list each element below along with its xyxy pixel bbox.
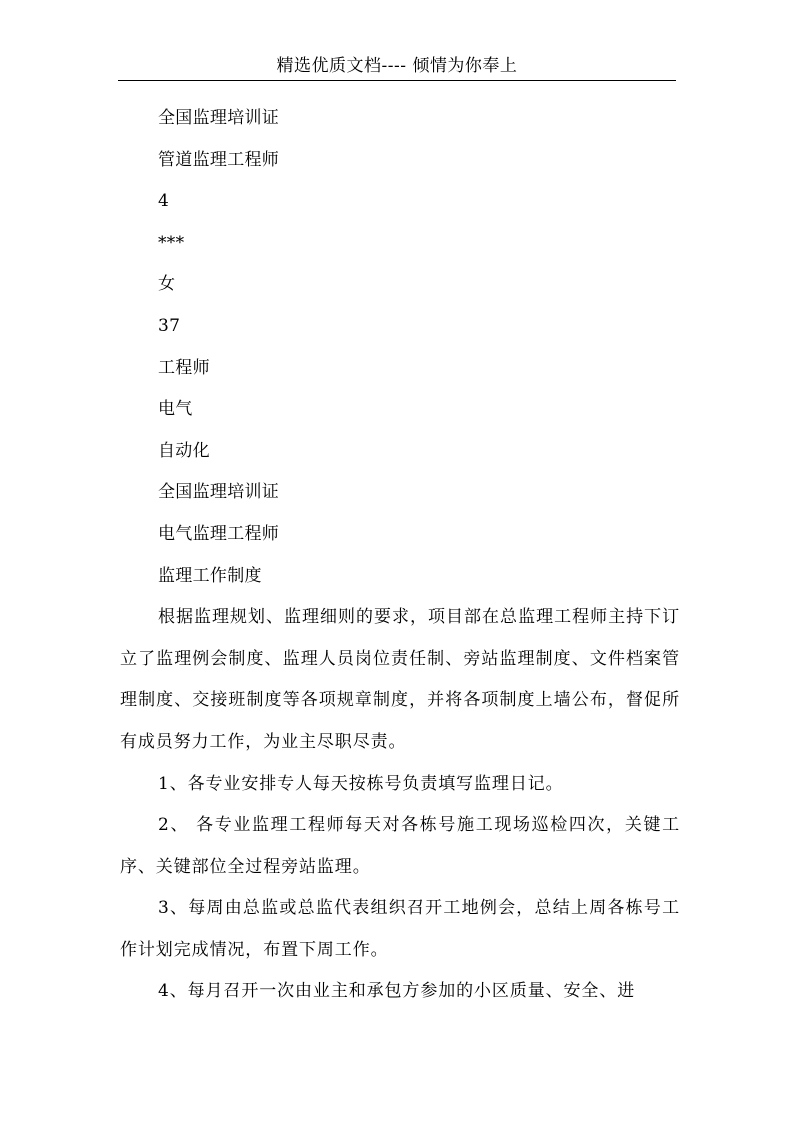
text-line: 管道监理工程师 (158, 149, 280, 170)
paragraph-item-2: 2、 各专业监理工程师每天对各栋号施工现场巡检四次，关键工序、关键部位全过程旁站监理。 (120, 815, 680, 877)
text-line: 37 (158, 315, 181, 336)
text-line: 全国监理培训证 (158, 482, 280, 503)
text-line: 电气 (158, 399, 193, 420)
text-line: 工程师 (158, 357, 210, 378)
section-heading: 监理工作制度 (158, 565, 262, 586)
text-line: *** (158, 232, 185, 253)
page-header: 精选优质文档---- 倾情为你奉上 (118, 52, 676, 81)
text-line: 全国监理培训证 (158, 108, 280, 128)
document-body (120, 98, 680, 1013)
paragraph-intro: 根据监理规划、监理细则的要求，项目部在总监理工程师主持下订立了监理例会制度、监理人员岗位责任制、旁站监理制度、文件档案管理制度、交接班制度等各项规章制度，并将各项制度上墙公布，督促所有成员努力工作，为业主尽职尽责。 (120, 607, 680, 752)
text-line: 4 (158, 191, 170, 212)
text-line: 电气监理工程师 (158, 523, 280, 544)
text-line: 自动化 (158, 440, 210, 461)
paragraph-item-4: 4、每月召开一次由业主和承包方参加的小区质量、安全、进 (158, 981, 636, 1002)
paragraph-item-1: 1、各专业安排专人每天按栋号负责填写监理日记。 (158, 773, 564, 794)
paragraph-item-3: 3、每周由总监或总监代表组织召开工地例会，总结上周各栋号工作计划完成情况，布置下周工作。 (120, 898, 680, 960)
text-line: 女 (158, 274, 176, 295)
